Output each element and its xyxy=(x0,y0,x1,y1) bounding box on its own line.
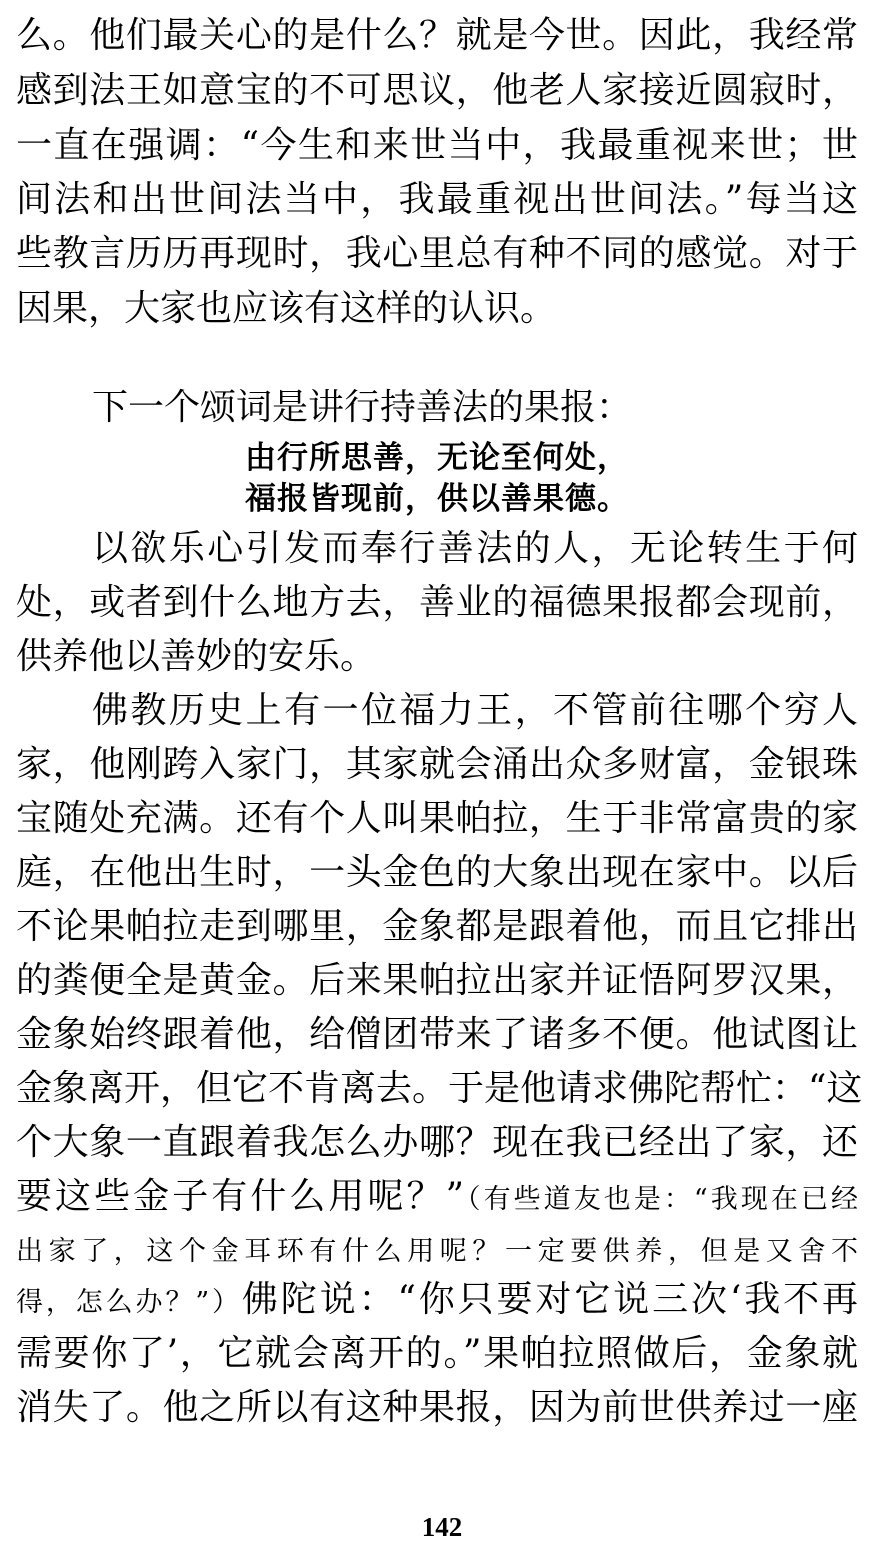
paragraph-line-mixed xyxy=(16,1280,858,1323)
verse-intro: 下一个颂词是讲行持善法的果报： xyxy=(92,387,633,428)
aside-line: 出家了，这个金耳环有什么用呢？一定要供养，但是又舍不 xyxy=(16,1236,858,1267)
text-line: 感到法王如意宝的不可思议，他老人家接近圆寂时， xyxy=(16,70,858,111)
aside-text: 得，怎么办？”） xyxy=(16,1287,242,1318)
paragraph-line: 消失了。他之所以有这种果报，因为前世供养过一座 xyxy=(16,1387,858,1428)
main-text: 佛陀说：“你只要对它说三次‘我不再 xyxy=(241,1279,858,1320)
paragraph-line: 需要你了’，它就会离开的。”果帕拉照做后，金象就 xyxy=(16,1333,858,1374)
text-line: 一直在强调：“今生和来世当中，我最重视来世；世 xyxy=(16,125,858,166)
paragraph-line: 佛教历史上有一位福力王，不管前往哪个穷人 xyxy=(92,690,858,731)
paragraph-line: 的粪便全是黄金。后来果帕拉出家并证悟阿罗汉果， xyxy=(16,960,858,1001)
text-line: 么。他们最关心的是什么？就是今世。因此，我经常 xyxy=(16,15,858,56)
paragraph-line: 以欲乐心引发而奉行善法的人，无论转生于何 xyxy=(92,528,858,569)
main-text: 要这些金子有什么用呢？” xyxy=(16,1176,464,1217)
text-line: 间法和出世间法当中，我最重视出世间法。”每当这 xyxy=(16,179,858,220)
text-line: 因果，大家也应该有这样的认识。 xyxy=(16,288,557,329)
paragraph-line: 个大象一直跟着我怎么办哪？现在我已经出了家，还 xyxy=(16,1122,858,1163)
aside-text: （有些道友也是：“我现在已经 xyxy=(463,1184,858,1215)
verse-line: 福报皆现前，供以善果德。 xyxy=(245,481,629,517)
paragraph-line: 庭，在他出生时，一头金色的大象出现在家中。以后 xyxy=(16,852,858,893)
paragraph-line: 家，他刚跨入家门，其家就会涌出众多财富，金银珠 xyxy=(16,744,858,785)
paragraph-line: 宝随处充满。还有个人叫果帕拉，生于非常富贵的家 xyxy=(16,798,858,839)
verse-line: 由行所思善，无论至何处， xyxy=(245,440,629,476)
paragraph-line: 不论果帕拉走到哪里，金象都是跟着他，而且它排出 xyxy=(16,906,858,947)
paragraph-line: 金象离开，但它不肯离去。于是他请求佛陀帮忙：“这 xyxy=(16,1068,863,1109)
text-line: 些教言历历再现时，我心里总有种不同的感觉。对于 xyxy=(16,233,858,274)
page-number: 142 xyxy=(421,1512,463,1542)
paragraph-line: 金象始终跟着他，给僧团带来了诸多不便。他试图让 xyxy=(16,1014,858,1055)
paragraph-line: 供养他以善妙的安乐。 xyxy=(16,636,377,677)
paragraph-line: 处，或者到什么地方去，善业的福德果报都会现前， xyxy=(16,582,858,623)
paragraph-line-mixed xyxy=(16,1177,858,1220)
